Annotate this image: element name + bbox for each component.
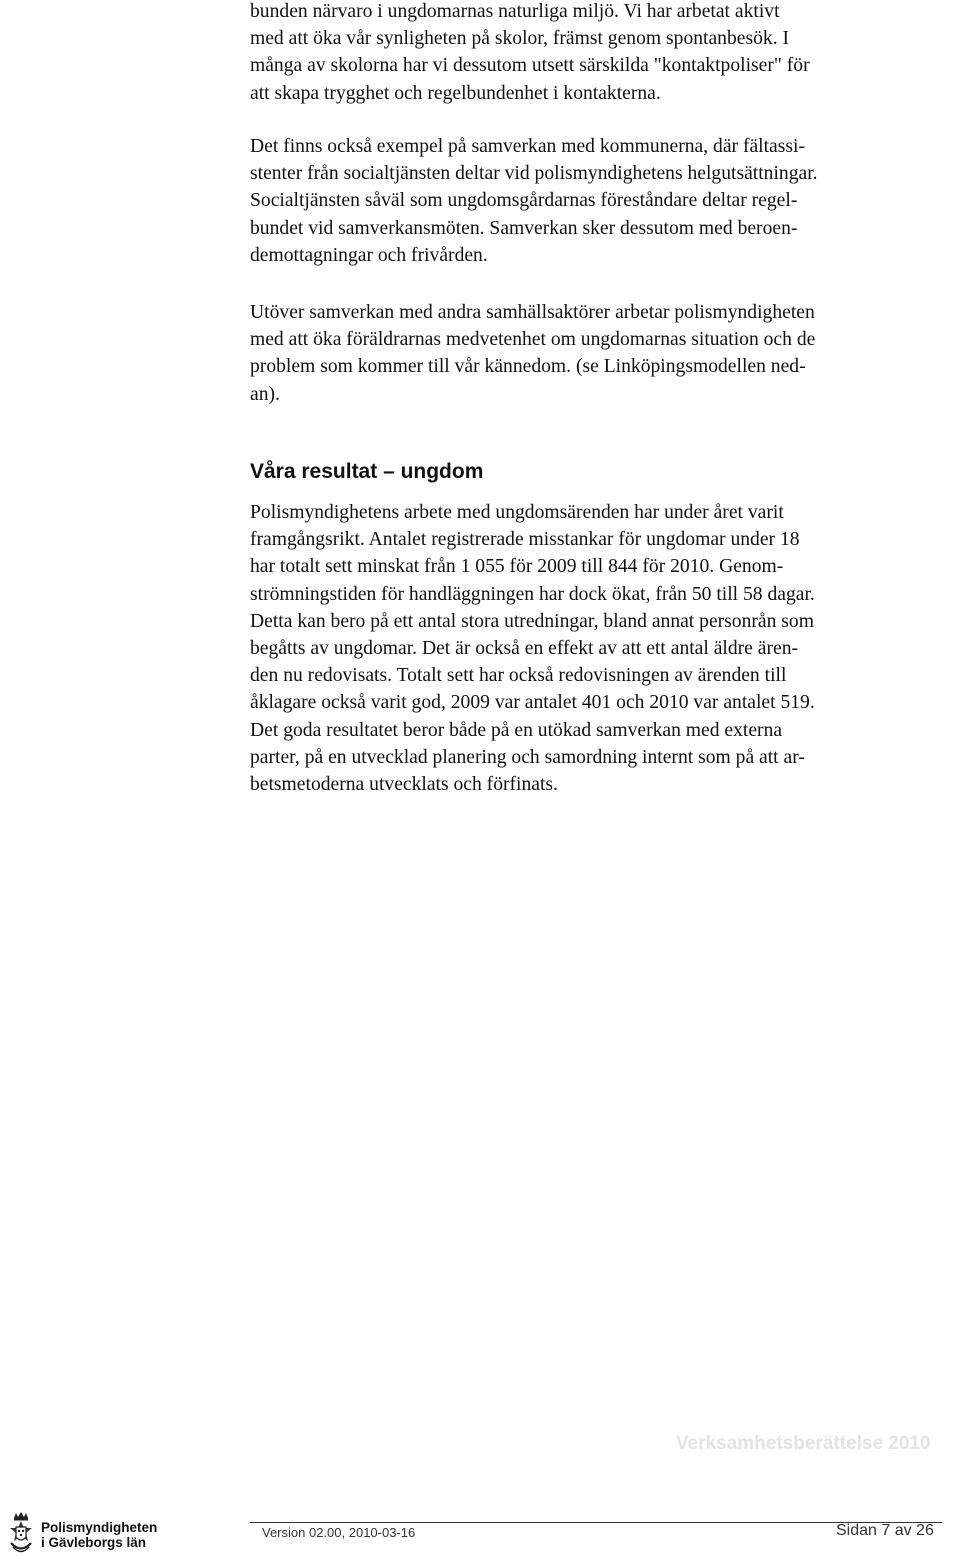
footer-version: Version 02.00, 2010-03-16 [262,1525,416,1540]
police-emblem-icon [5,1510,37,1556]
text-line: Detta kan bero på ett antal stora utredningar, bland annat personrån som [250,610,814,632]
text-line: har totalt sett minskat från 1 055 för 2009 till 844 för 2010. Genom- [250,556,784,578]
text-line: demottagningar och frivården. [250,244,488,266]
text-line: parter, på en utvecklad planering och samordning internt som på att ar- [250,746,805,768]
logo-line-2: i Gävleborgs län [41,1535,147,1550]
footer-report-title: Verksamhetsberättelse 2010 [676,1433,931,1454]
text-line: Det goda resultatet beror både på en utökad samverkan med externa [250,719,783,741]
logo-line-1: Polismyndigheten [41,1520,158,1535]
text-line: att skapa trygghet och regelbundenhet i kontakterna. [250,82,661,104]
footer-page-number: Sidan 7 av 26 [836,1522,934,1539]
text-line: med att öka vår synligheten på skolor, främst genom spontanbesök. I [250,28,790,50]
text-line: betsmetoderna utvecklats och förfinats. [250,774,558,796]
paragraph-results [250,499,815,798]
text-line: bundet vid samverkansmöten. Samverkan sker dessutom med beroen- [250,217,798,239]
text-line: begåtts av ungdomar. Det är också en effekt av att ett antal äldre ären- [250,638,799,660]
text-line: åklagare också varit god, 2009 var antalet 401 och 2010 var antalet 519. [250,692,815,714]
text-line: den nu redovisats. Totalt sett har också redovisningen av ärenden till [250,665,787,687]
text-line: Det finns också exempel på samverkan med kommunerna, där fältassi- [250,136,805,157]
text-line: strömningstiden för handläggningen har dock ökat, från 50 till 58 dagar. [250,583,815,605]
text-line: an). [250,383,280,405]
police-logo [5,1510,205,1562]
section-heading: Våra resultat – ungdom [250,460,484,483]
text-line: bunden närvaro i ungdomarnas naturliga miljö. Vi har arbetat aktivt [250,1,780,22]
text-line: Socialtjänsten såväl som ungdomsgårdarnas föreståndare deltar regel- [250,190,798,212]
text-line: Utöver samverkan med andra samhällsaktörer arbetar polismyndigheten [250,302,815,323]
paragraph-parent-awareness [250,299,815,408]
text-line: Polismyndighetens arbete med ungdomsärenden har under året varit [250,502,784,523]
paragraph-municipal-cooperation [250,133,818,269]
logo-wordmark [41,1520,157,1550]
text-line: framgångsrikt. Antalet registrerade misstankar för ungdomar under 18 [250,529,800,551]
text-line: stenter från socialtjänsten deltar vid polismyndighetens helgutsättningar. [250,163,818,185]
paragraph-school-presence [250,0,810,107]
text-line: problem som kommer till vår kännedom. (se Linköpingsmodellen ned- [250,356,806,378]
text-line: med att öka föräldrarnas medvetenhet om ungdomarnas situation och de [250,329,816,351]
text-line: många av skolorna har vi dessutom utsett särskilda "kontaktpoliser" för [250,55,810,77]
